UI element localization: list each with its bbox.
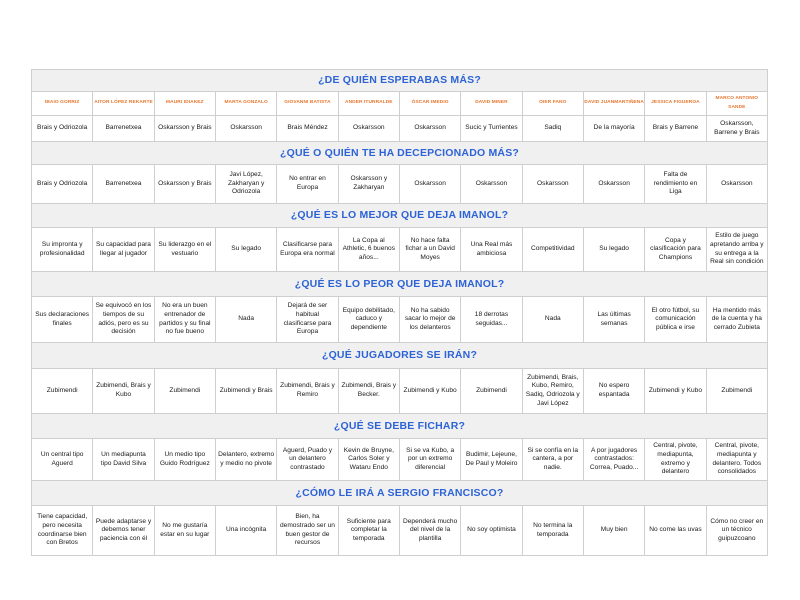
answer-cell: Si se va Kubo, a por un extremo diferencial [399,439,460,481]
answer-row [32,506,768,556]
answer-cell: De la mayoría [583,116,644,142]
section-title: ¿QUÉ ES LO MEJOR QUE DEJA IMANOL? [32,204,768,228]
answer-cell: Oskarsson [522,165,583,204]
answer-cell: Oskarsson y Brais [154,165,215,204]
answer-cell: Kevin de Bruyne, Carlos Soler y Wataru Endo [338,439,399,481]
section-title: ¿DE QUIÉN ESPERABAS MÁS? [32,70,768,92]
answer-cell: No era un buen entrenador de partidos y su final no fue bueno [154,297,215,343]
section-header-row [32,204,768,228]
answer-cell: Oskarsson y Zakharyan [338,165,399,204]
answer-cell: No soy optimista [461,506,522,556]
answer-cell: Su impronta y profesionalidad [32,228,93,272]
answer-cell: Oskarsson [215,116,276,142]
answer-cell: Ha mentido más de la cuenta y ha cerrado Zubieta [706,297,767,343]
author-name: ÓSCAR IMEDIO [399,92,460,116]
author-name: GIOVANNI BATISTA [277,92,338,116]
answer-row [32,369,768,414]
author-name: OIER FANO [522,92,583,116]
section-title: ¿QUÉ O QUIÉN TE HA DECEPCIONADO MÁS? [32,142,768,165]
answer-cell: Zubimendi [32,369,93,414]
answer-cell: Brais y Odriozola [32,165,93,204]
answer-cell: Una incógnita [215,506,276,556]
answer-cell: Oskarsson [338,116,399,142]
answer-cell: Javi López, Zakharyan y Odriozola [215,165,276,204]
answer-cell: Si se confía en la cantera, a por nadie. [522,439,583,481]
answer-cell: Zubimendi y Kubo [645,369,706,414]
section-title: ¿CÓMO LE IRÁ A SERGIO FRANCISCO? [32,481,768,506]
section-header-row [32,272,768,297]
answer-row [32,116,768,142]
author-name: MARCO ANTONIO SANDE [706,92,767,116]
answer-cell: Las últimas semanas [583,297,644,343]
section-header-row [32,343,768,369]
answer-row [32,297,768,343]
answer-cell: Puede adaptarse y debemos tener paciencia con él [93,506,154,556]
answer-cell: Sus declaraciones finales [32,297,93,343]
section-title: ¿QUÉ SE DEBE FICHAR? [32,414,768,439]
answer-cell: 18 derrotas seguidas... [461,297,522,343]
answer-cell: Barrenetxea [93,165,154,204]
answer-cell: Sucic y Turrientes [461,116,522,142]
author-name: AITOR LÓPEZ REKARTE [93,92,154,116]
answer-cell: Su legado [583,228,644,272]
author-name: DAVID JUANMARTIÑENA [583,92,644,116]
section-title: ¿QUÉ JUGADORES SE IRÁN? [32,343,768,369]
answer-cell: Zubimendi, Brais, Kubo, Remiro, Sadiq, Odriozola y Javi López [522,369,583,414]
answer-cell: Clasificarse para Europa era normal [277,228,338,272]
opinion-table [31,69,768,556]
answer-cell: No entrar en Europa [277,165,338,204]
answer-cell: Oskarsson [399,116,460,142]
answer-cell: No come las uvas [645,506,706,556]
answer-cell: Su capacidad para llegar al jugador [93,228,154,272]
section-title: ¿QUÉ ES LO PEOR QUE DEJA IMANOL? [32,272,768,297]
answer-cell: Muy bien [583,506,644,556]
answer-cell: Oskarsson, Barrene y Brais [706,116,767,142]
answer-cell: Central, pivote, mediapunta, extremo y delantero [645,439,706,481]
answer-cell: Suficiente para completar la temporada [338,506,399,556]
answer-cell: Cómo no creer en un técnico guipuzcoano [706,506,767,556]
answer-cell: Equipo debilitado, caduco y dependiente [338,297,399,343]
answer-cell: Brais y Odriozola [32,116,93,142]
answer-cell: No ha sabido sacar lo mejor de los delanteros [399,297,460,343]
answer-cell: No espero espantada [583,369,644,414]
section-header-row [32,142,768,165]
answer-cell: No termina la temporada [522,506,583,556]
answer-cell: Budimir, Lejeune, De Paul y Moleiro [461,439,522,481]
answer-row [32,439,768,481]
answer-cell: Su legado [215,228,276,272]
author-name: JESSICA FIGUEROA [645,92,706,116]
author-name: MAURI IDIAKEZ [154,92,215,116]
answer-cell: El otro fútbol, su comunicación pública e irse [645,297,706,343]
answer-cell: Competitividad [522,228,583,272]
answer-cell: Zubimendi y Brais [215,369,276,414]
answer-cell: No me gustaría estar en su lugar [154,506,215,556]
answer-row [32,165,768,204]
author-header-row [32,92,768,116]
answer-cell: Nada [522,297,583,343]
answer-cell: La Copa al Athletic, 6 buenos años... [338,228,399,272]
answer-cell: Oskarsson [706,165,767,204]
answer-cell: Un medio tipo Guido Rodríguez [154,439,215,481]
answer-cell: Central, pivote, mediapunta y delantero. Todos consolidados [706,439,767,481]
answer-cell: Barrenetxea [93,116,154,142]
answer-cell: Zubimendi [461,369,522,414]
answer-cell: Dejará de ser habitual clasificarse para Europa [277,297,338,343]
answer-row [32,228,768,272]
answer-cell: Bien, ha demostrado ser un buen gestor de recursos [277,506,338,556]
answer-cell: Aguerd, Puado y un delantero contrastado [277,439,338,481]
answer-cell: Nada [215,297,276,343]
answer-cell: Oskarsson y Brais [154,116,215,142]
section-header-row [32,481,768,506]
answer-cell: Oskarsson [583,165,644,204]
answer-cell: Zubimendi [154,369,215,414]
answer-cell: Zubimendi, Brais y Remiro [277,369,338,414]
answer-cell: Oskarsson [399,165,460,204]
answer-cell: Zubimendi y Kubo [399,369,460,414]
answer-cell: Brais y Barrene [645,116,706,142]
answer-cell: Sadiq [522,116,583,142]
answer-cell: Se equivocó en los tiempos de su adiós, pero es su decisión [93,297,154,343]
answer-cell: No hace falta fichar a un David Moyes [399,228,460,272]
answer-cell: Un central tipo Aguerd [32,439,93,481]
answer-cell: Su liderazgo en el vestuario [154,228,215,272]
answer-cell: Oskarsson [461,165,522,204]
section-header-row [32,70,768,92]
author-name: ANDER ITURRALDE [338,92,399,116]
answer-cell: Un mediapunta tipo David Silva [93,439,154,481]
answer-cell: Dependerá mucho del nivel de la plantilla [399,506,460,556]
author-name: MARTA GONZALO [215,92,276,116]
answer-cell: Zubimendi [706,369,767,414]
answer-cell: Brais Méndez [277,116,338,142]
author-name: IBAIO GORRIZ [32,92,93,116]
answer-cell: Copa y clasificación para Champions [645,228,706,272]
answer-cell: Zubimendi, Brais y Kubo [93,369,154,414]
answer-cell: Tiene capacidad, pero necesita coordinarse bien con Bretos [32,506,93,556]
answer-cell: A por jugadores contrastados: Correa, Puado... [583,439,644,481]
answer-cell: Una Real más ambiciosa [461,228,522,272]
answer-cell: Zubimendi, Brais y Becker. [338,369,399,414]
answer-cell: Estilo de juego apretando arriba y su entrega a la Real sin condición [706,228,767,272]
answer-cell: Falta de rendimiento en Liga [645,165,706,204]
author-name: DAVID MINER [461,92,522,116]
section-header-row [32,414,768,439]
answer-cell: Delantero, extremo y medio no pivote [215,439,276,481]
